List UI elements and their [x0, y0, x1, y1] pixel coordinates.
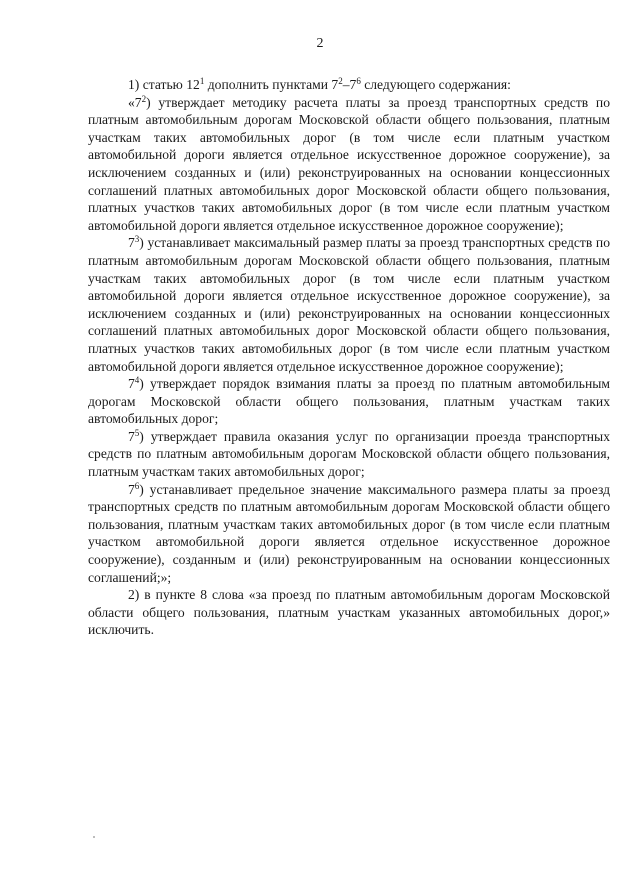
clause-number: «7 — [128, 94, 142, 110]
scan-speck — [93, 836, 95, 838]
superscript: 2 — [141, 93, 147, 104]
superscript: 6 — [134, 480, 140, 491]
clause-number: 7 — [128, 481, 135, 497]
superscript: 5 — [134, 427, 140, 438]
clause-text: ) устанавливает предельное значение максимального размера платы за проезд транспортных средств по платным автомобильным дорогам Московской области общего пользования, платным участкам таких автомобильных дорог (в том числе если платным участком автомобильной дороги является отдельное искусственное дорожное сооружение), созданным и (или) реконструированным на основании концессионных соглашений;»; — [88, 481, 610, 585]
superscript: 4 — [134, 375, 140, 386]
clause-text: ) утверждает методику расчета платы за проезд транспортных средств по платным автомобильным дорогам Московской области общего пользования, платным участкам таких автомобильных дорог (в том числе если платным участком автомобильной дороги является отдельное искусственное дорожное сооружение), за исключением созданных и (или) реконструированных на основании концессионных соглашений платных автомобильных дорог Московской области общего пользования, платных участков таких автомобильных дорог (в том числе если платным участком автомобильной дороги является отдельное искусственное дорожное сооружение); — [88, 94, 610, 233]
superscript: 3 — [134, 234, 140, 245]
clause-7-4-paragraph — [88, 375, 610, 428]
amendment-item-2-paragraph: 2) в пункте 8 слова «за проезд по платным автомобильным дорогам Московской области общего пользования, платным участкам указанных автомобильных дорог,» исключить. — [88, 587, 610, 638]
clause-text: ) утверждает порядок взимания платы за проезд по платным автомобильным дорогам Московской области общего пользования, платным участкам таких автомобильных дорог; — [88, 376, 610, 427]
document-body — [88, 76, 610, 639]
clause-number: 7 — [128, 428, 135, 444]
superscript: 1 — [199, 76, 205, 86]
text-segment: –7 — [342, 77, 357, 92]
clause-number: 7 — [128, 376, 135, 392]
clause-7-6-paragraph — [88, 481, 610, 587]
text-segment: 1) статью 12 — [128, 77, 200, 92]
clause-text: ) утверждает правила оказания услуг по организации проезда транспортных средств по платным автомобильным дорогам Московской области общего пользования, платным участкам таких автомобильных дорог; — [88, 428, 610, 480]
clause-number: 7 — [128, 235, 135, 251]
superscript: 2 — [338, 76, 343, 86]
page-number: 2 — [316, 36, 324, 51]
clause-7-3-paragraph — [88, 234, 610, 375]
clause-7-2-paragraph — [88, 94, 610, 235]
text-segment: дополнить пунктами 7 — [204, 77, 339, 92]
superscript: 6 — [356, 76, 361, 86]
clause-7-5-paragraph — [88, 428, 610, 481]
amendment-intro-paragraph — [88, 76, 610, 94]
text-segment: следующего содержания: — [360, 77, 511, 92]
clause-text: ) устанавливает максимальный размер платы за проезд транспортных средств по платным автомобильным дорогам Московской области общего пользования, платным участкам таких автомобильных дорог (в том числе если платным участком автомобильной дороги является отдельное искусственное дорожное сооружение), за исключением созданных и (или) реконструированных на основании концессионных соглашений платных автомобильных дорог Московской области общего пользования, платных участков таких автомобильных дорог (в том числе если платным участком автомобильной дороги является отдельное искусственное дорожное сооружение); — [88, 235, 610, 374]
